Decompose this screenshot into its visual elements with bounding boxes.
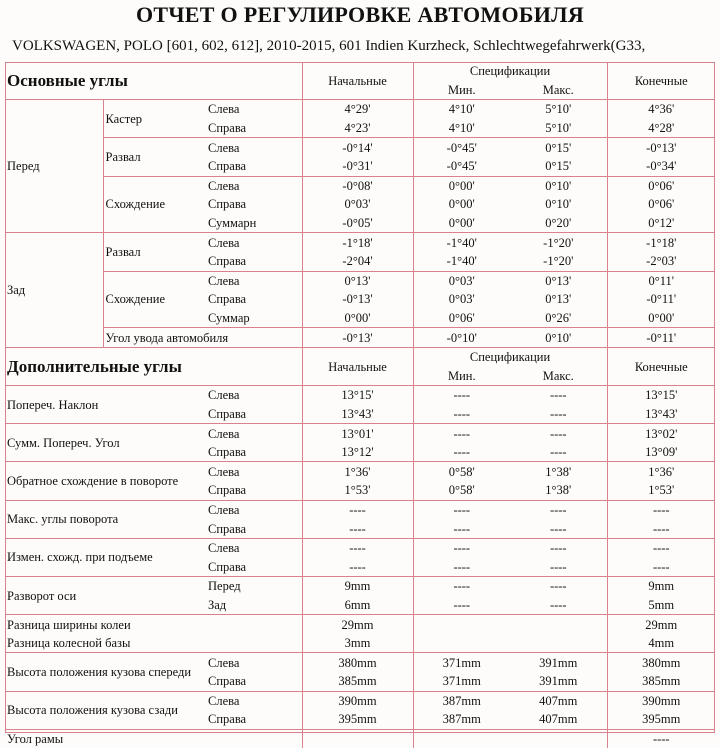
max-cell: ---- [510, 443, 607, 462]
initial-cell: 0°03' [302, 195, 413, 214]
final-cell: -0°13' [607, 138, 715, 157]
initial-cell: -0°13' [302, 328, 413, 348]
side-cell: Слева [208, 693, 240, 708]
min-cell: 0°58' [413, 481, 510, 500]
final-cell: 5mm [607, 596, 715, 615]
min-cell: ---- [413, 405, 510, 424]
initial-cell: 0°13' [302, 271, 413, 290]
final-cell: ---- [607, 519, 715, 538]
initial-cell: -0°05' [302, 214, 413, 233]
min-cell: 0°03' [413, 290, 510, 309]
max-cell: 5°10' [510, 119, 607, 138]
final-cell: 13°43' [607, 405, 715, 424]
min-cell: ---- [413, 519, 510, 538]
min-cell: 387mm [413, 710, 510, 729]
final-cell: 0°11' [607, 271, 715, 290]
min-cell: -1°40' [413, 252, 510, 271]
max-cell: 0°20' [510, 214, 607, 233]
max-cell: 5°10' [545, 102, 572, 117]
initial-header: Начальные [302, 62, 413, 100]
initial-cell: -0°14' [302, 138, 413, 157]
side-cell: Слева [208, 102, 240, 117]
final-cell: -0°11' [607, 290, 715, 309]
final-cell: -0°34' [607, 157, 715, 176]
min-cell: 4°10' [413, 100, 510, 119]
group-label: Разница колесной базы [5, 634, 302, 653]
alignment-table [5, 62, 715, 748]
thrust-angle-label: Угол увода автомобиля [103, 328, 302, 348]
final-cell: 390mm [607, 691, 715, 710]
side-cell: Справа [208, 292, 247, 307]
table-row [5, 691, 715, 710]
min-cell: ---- [413, 557, 510, 576]
min-cell [413, 634, 510, 653]
min-cell: ---- [413, 500, 510, 519]
initial-cell: 9mm [302, 577, 413, 596]
final-cell: -0°11' [607, 328, 715, 348]
report-title: ОТЧЕТ О РЕГУЛИРОВКЕ АВТОМОБИЛЯ [135, 2, 585, 27]
min-cell: -0°10' [413, 328, 510, 348]
min-cell: -0°45' [413, 138, 510, 157]
side-cell: Слева [208, 178, 240, 193]
side-cell: Слева [208, 655, 240, 670]
initial-cell: ---- [302, 538, 413, 557]
group-label: Макс. углы поворота [5, 500, 206, 538]
side-cell: Справа [206, 557, 302, 576]
group-label: Разница ширины колеи [7, 617, 131, 632]
rear-toe-label: Схождение [103, 271, 206, 328]
group-label: Измен. схожд. при подъеме [5, 538, 206, 576]
max-cell: ---- [549, 502, 567, 517]
final-cell: 13°15' [607, 386, 715, 405]
caster-label: Кастер [103, 100, 206, 138]
final-cell: 4°28' [607, 119, 715, 138]
min-cell: -1°40' [413, 233, 510, 252]
table-row [5, 653, 715, 672]
max-cell: 391mm [510, 672, 607, 691]
group-label: Сумм. Попереч. Угол [5, 424, 206, 462]
table-row [5, 577, 715, 596]
max-cell: 407mm [539, 693, 578, 708]
min-cell: 387mm [413, 691, 510, 710]
group-label: Угол рамы [7, 732, 64, 747]
side-cell: Суммарн [206, 214, 302, 233]
min-cell: 0°00' [413, 214, 510, 233]
initial-cell: 385mm [302, 672, 413, 691]
specs-header: Спецификации [413, 62, 607, 81]
group-label: Высота положения кузова сзади [5, 691, 206, 729]
side-cell: Слева [208, 464, 240, 479]
side-cell: Суммар [206, 309, 302, 328]
max-cell: ---- [549, 388, 567, 403]
final-cell: 380mm [607, 653, 715, 672]
min-cell: 0°00' [413, 195, 510, 214]
min-cell: ---- [413, 596, 510, 615]
front-toe-label: Схождение [103, 176, 206, 233]
initial-cell: 4°23' [302, 119, 413, 138]
min-cell: 0°03' [413, 271, 510, 290]
final-cell: 395mm [607, 710, 715, 729]
min-cell: 371mm [413, 672, 510, 691]
min-cell: -0°45' [413, 157, 510, 176]
final-cell: 385mm [607, 672, 715, 691]
table-row [5, 538, 715, 557]
initial-cell: 6mm [302, 596, 413, 615]
max-cell: ---- [510, 405, 607, 424]
max-header: Макс. [510, 81, 607, 100]
initial-cell: -2°04' [302, 252, 413, 271]
final-cell: 4°36' [607, 100, 715, 119]
rear-label: Зад [5, 233, 103, 348]
min-cell [413, 615, 510, 634]
initial-cell: -0°13' [302, 290, 413, 309]
max-cell: 407mm [510, 710, 607, 729]
rear-camber-label: Развал [103, 233, 206, 271]
table-row [5, 386, 715, 405]
final-cell: 4mm [607, 634, 715, 653]
side-cell: Справа [208, 197, 247, 212]
front-camber-label: Развал [103, 138, 206, 176]
final-cell: ---- [607, 538, 715, 557]
table-row [5, 271, 715, 290]
side-cell: Справа [206, 519, 302, 538]
max-cell: ---- [549, 541, 567, 556]
initial-cell: 1°36' [302, 462, 413, 481]
max-cell: 0°13' [545, 273, 572, 288]
side-cell: Справа [206, 119, 302, 138]
side-cell: Перед [208, 579, 241, 594]
table-row [5, 424, 715, 443]
side-cell: Справа [206, 405, 302, 424]
final-cell: 29mm [607, 615, 715, 634]
side-cell: Справа [206, 672, 302, 691]
specs-header: Спецификации [413, 347, 607, 366]
final-cell: 0°12' [607, 214, 715, 233]
table-row [5, 500, 715, 519]
max-cell: 0°10' [545, 197, 572, 212]
side-cell: Справа [206, 252, 302, 271]
side-cell: Слева [208, 541, 240, 556]
initial-cell: 395mm [302, 710, 413, 729]
final-cell: 0°06' [607, 176, 715, 195]
table-row [5, 634, 715, 653]
max-cell: 0°13' [545, 292, 572, 307]
max-cell: ---- [510, 596, 607, 615]
min-cell: ---- [413, 443, 510, 462]
initial-cell: 13°15' [302, 386, 413, 405]
extra-section-title: Дополнительные углы [5, 347, 302, 385]
side-cell: Слева [208, 140, 240, 155]
final-cell: 0°00' [607, 309, 715, 328]
table-row [5, 462, 715, 481]
min-cell: 0°06' [413, 309, 510, 328]
main-header-row [5, 62, 715, 81]
side-cell: Слева [208, 502, 240, 517]
side-cell: Справа [206, 481, 302, 500]
max-cell: 1°38' [545, 464, 572, 479]
final-cell: ---- [607, 500, 715, 519]
final-cell: 1°36' [607, 462, 715, 481]
max-cell: 1°38' [510, 481, 607, 500]
initial-cell: 390mm [302, 691, 413, 710]
final-cell: 0°06' [607, 195, 715, 214]
min-cell: ---- [413, 538, 510, 557]
max-cell: 0°15' [545, 140, 572, 155]
max-header: Макс. [510, 367, 607, 386]
max-cell: 0°10' [545, 178, 572, 193]
final-header: Конечные [607, 347, 715, 385]
final-cell: 1°53' [607, 481, 715, 500]
front-label: Перед [5, 100, 103, 233]
max-cell: -1°20' [510, 252, 607, 271]
final-header: Конечные [607, 62, 715, 100]
table-row [5, 233, 715, 252]
min-cell: 0°00' [413, 176, 510, 195]
table-row [5, 176, 715, 195]
side-cell: Справа [206, 710, 302, 729]
final-cell: ---- [607, 729, 715, 748]
max-cell [510, 615, 607, 634]
side-cell: Слева [208, 273, 240, 288]
initial-header: Начальные [302, 347, 413, 385]
max-cell: ---- [549, 426, 567, 441]
initial-cell: 0°00' [302, 309, 413, 328]
table-row [5, 100, 715, 119]
initial-cell: 13°01' [302, 424, 413, 443]
max-cell [510, 634, 607, 653]
min-cell: 0°58' [413, 462, 510, 481]
table-row [5, 328, 715, 348]
extra-header-row [5, 347, 715, 366]
initial-cell: -0°08' [302, 176, 413, 195]
initial-cell: 380mm [302, 653, 413, 672]
side-cell: Слева [208, 388, 240, 403]
min-cell: ---- [413, 424, 510, 443]
side-cell: Слева [208, 426, 240, 441]
initial-cell: ---- [302, 500, 413, 519]
side-cell: Зад [206, 596, 302, 615]
vehicle-subtitle: VOLKSWAGEN, POLO [601, 602, 612], 2010-2015, 601 Indien Kurzheck, Schlechtwegefahrwerk(G33, [12, 38, 646, 54]
min-cell: ---- [413, 386, 510, 405]
group-label: Высота положения кузова спереди [5, 653, 206, 691]
final-cell: 9mm [607, 577, 715, 596]
min-header: Мин. [413, 367, 510, 386]
main-section-title: Основные углы [5, 62, 302, 100]
min-cell: 371mm [413, 653, 510, 672]
group-label: Разворот оси [5, 577, 206, 615]
initial-cell: 29mm [302, 615, 413, 634]
final-cell: -2°03' [607, 252, 715, 271]
max-cell: ---- [510, 519, 607, 538]
min-cell: ---- [413, 577, 510, 596]
max-cell: 391mm [539, 655, 578, 670]
max-cell: ---- [549, 579, 567, 594]
initial-cell: 13°12' [302, 443, 413, 462]
max-cell: -1°20' [543, 235, 574, 250]
initial-cell: ---- [302, 557, 413, 576]
initial-cell: 4°29' [302, 100, 413, 119]
side-cell: Слева [208, 235, 240, 250]
table-row [5, 615, 715, 634]
final-cell: -1°18' [607, 233, 715, 252]
initial-cell: -0°31' [302, 157, 413, 176]
table-row [5, 138, 715, 157]
group-label: Обратное схождение в повороте [5, 462, 206, 500]
min-cell: 4°10' [413, 119, 510, 138]
side-cell: Справа [206, 157, 302, 176]
initial-cell: ---- [302, 519, 413, 538]
max-cell: 0°15' [510, 157, 607, 176]
max-cell: 0°10' [510, 328, 607, 348]
initial-cell: 3mm [302, 634, 413, 653]
final-cell: 13°09' [607, 443, 715, 462]
max-cell: ---- [510, 557, 607, 576]
initial-cell: 1°53' [302, 481, 413, 500]
initial-cell: 13°43' [302, 405, 413, 424]
final-cell: ---- [607, 557, 715, 576]
side-cell: Справа [206, 443, 302, 462]
final-cell: 13°02' [607, 424, 715, 443]
min-header: Мин. [413, 81, 510, 100]
max-cell: 0°26' [510, 309, 607, 328]
group-label: Попереч. Наклон [5, 386, 206, 424]
initial-cell: -1°18' [302, 233, 413, 252]
